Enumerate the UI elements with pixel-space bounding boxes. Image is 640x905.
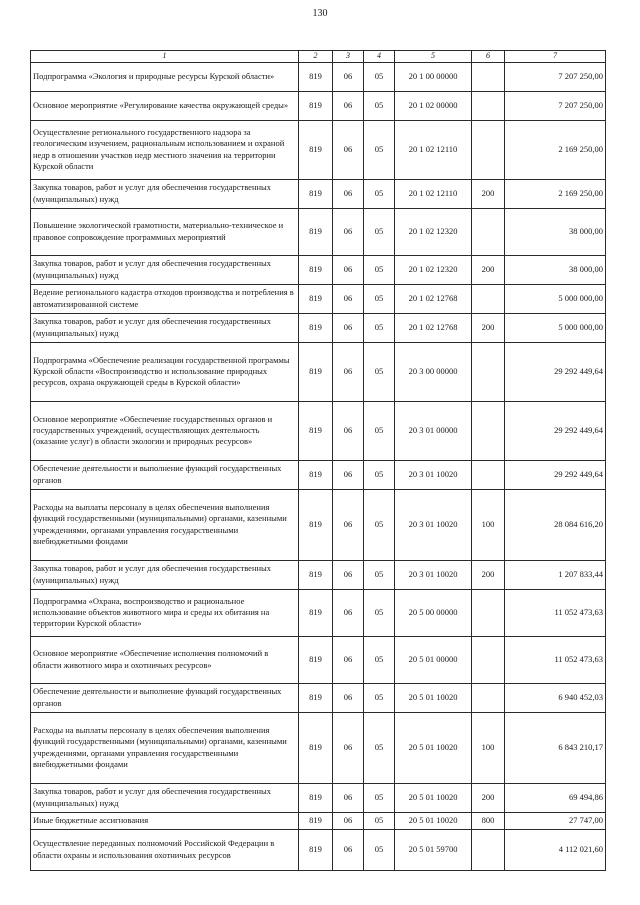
row-amount-cell: 6 940 452,03 [505,683,606,712]
row-target-code-cell: 20 1 02 12110 [395,120,472,179]
row-target-code-cell: 20 5 01 59700 [395,829,472,870]
row-code-4-cell: 05 [364,460,395,489]
row-expense-type-cell [472,636,505,683]
row-code-3-cell: 06 [333,284,364,313]
row-code-4-cell: 05 [364,120,395,179]
row-amount-cell: 11 052 473,63 [505,589,606,636]
row-code-3-cell: 06 [333,683,364,712]
row-code-4-cell: 05 [364,91,395,120]
row-target-code-cell: 20 1 02 12320 [395,208,472,255]
table-row [31,783,606,812]
row-amount-cell: 1 207 833,44 [505,560,606,589]
table-row [31,812,606,829]
header-col-2: 2 [299,51,333,63]
row-code-4-cell: 05 [364,62,395,91]
row-code-4-cell: 05 [364,783,395,812]
row-target-code-cell: 20 3 01 10020 [395,560,472,589]
row-code-4-cell: 05 [364,255,395,284]
row-code-2-cell: 819 [299,783,333,812]
row-code-2-cell: 819 [299,179,333,208]
row-code-2-cell: 819 [299,812,333,829]
row-code-2-cell: 819 [299,560,333,589]
row-code-2-cell: 819 [299,255,333,284]
row-expense-type-cell: 100 [472,712,505,783]
row-target-code-cell: 20 3 01 10020 [395,460,472,489]
table-row [31,342,606,401]
row-code-4-cell: 05 [364,342,395,401]
row-amount-cell: 38 000,00 [505,208,606,255]
row-code-3-cell: 06 [333,712,364,783]
table-row [31,313,606,342]
row-name-cell: Подпрограмма «Экология и природные ресурсы Курской области» [31,62,299,91]
row-code-4-cell: 05 [364,208,395,255]
row-code-4-cell: 05 [364,589,395,636]
row-amount-cell: 29 292 449,64 [505,460,606,489]
row-target-code-cell: 20 1 02 12320 [395,255,472,284]
row-name-cell: Осуществление переданных полномочий Российской Федерации в области охраны и использования охотничьих ресурсов [31,829,299,870]
table-row [31,179,606,208]
row-code-2-cell: 819 [299,712,333,783]
row-amount-cell: 11 052 473,63 [505,636,606,683]
row-amount-cell: 29 292 449,64 [505,342,606,401]
row-code-2-cell: 819 [299,120,333,179]
row-expense-type-cell [472,62,505,91]
row-code-4-cell: 05 [364,683,395,712]
table-row [31,255,606,284]
row-target-code-cell: 20 1 02 12768 [395,313,472,342]
row-expense-type-cell [472,120,505,179]
row-code-4-cell: 05 [364,712,395,783]
row-name-cell: Расходы на выплаты персоналу в целях обеспечения выполнения функций государственными (муниципальными) органами, казенными учреждениями, органами управления государственными внебюджетными фондами [31,489,299,560]
row-target-code-cell: 20 3 01 00000 [395,401,472,460]
row-name-cell: Повышение экологической грамотности, материально-техническое и правовое сопровождение программных мероприятий [31,208,299,255]
row-name-cell: Расходы на выплаты персоналу в целях обеспечения выполнения функций государственными (муниципальными) органами, казенными учреждениями, органами управления государственными внебюджетными фондами [31,712,299,783]
row-amount-cell: 27 747,00 [505,812,606,829]
row-expense-type-cell: 200 [472,179,505,208]
row-code-3-cell: 06 [333,560,364,589]
row-code-3-cell: 06 [333,783,364,812]
row-code-3-cell: 06 [333,489,364,560]
row-name-cell: Обеспечение деятельности и выполнение функций государственных органов [31,683,299,712]
header-col-1: 1 [31,51,299,63]
row-code-3-cell: 06 [333,589,364,636]
row-name-cell: Закупка товаров, работ и услуг для обеспечения государственных (муниципальных) нужд [31,313,299,342]
table-row [31,460,606,489]
row-code-2-cell: 819 [299,62,333,91]
table-row [31,589,606,636]
row-code-2-cell: 819 [299,636,333,683]
table-row [31,91,606,120]
row-amount-cell: 28 084 616,20 [505,489,606,560]
table-row [31,120,606,179]
row-code-2-cell: 819 [299,208,333,255]
row-code-4-cell: 05 [364,560,395,589]
row-amount-cell: 7 207 250,00 [505,91,606,120]
row-target-code-cell: 20 5 01 00000 [395,636,472,683]
row-amount-cell: 4 112 021,60 [505,829,606,870]
row-expense-type-cell [472,284,505,313]
table-row [31,829,606,870]
row-name-cell: Ведение регионального кадастра отходов производства и потребления в автоматизированной системе [31,284,299,313]
row-code-4-cell: 05 [364,489,395,560]
row-code-4-cell: 05 [364,313,395,342]
row-code-3-cell: 06 [333,460,364,489]
row-expense-type-cell [472,589,505,636]
row-name-cell: Основное мероприятие «Обеспечение государственных органов и государственных учреждений, осуществляющих деятельность (оказание услуг) в области экологии и природных ресурсов» [31,401,299,460]
header-col-3: 3 [333,51,364,63]
row-code-3-cell: 06 [333,62,364,91]
row-name-cell: Закупка товаров, работ и услуг для обеспечения государственных (муниципальных) нужд [31,179,299,208]
row-expense-type-cell: 200 [472,560,505,589]
row-amount-cell: 2 169 250,00 [505,179,606,208]
row-amount-cell: 5 000 000,00 [505,313,606,342]
row-code-3-cell: 06 [333,208,364,255]
row-code-3-cell: 06 [333,829,364,870]
row-amount-cell: 38 000,00 [505,255,606,284]
row-target-code-cell: 20 5 01 10020 [395,712,472,783]
row-expense-type-cell: 200 [472,783,505,812]
row-name-cell: Закупка товаров, работ и услуг для обеспечения государственных (муниципальных) нужд [31,560,299,589]
row-code-2-cell: 819 [299,91,333,120]
row-target-code-cell: 20 5 01 10020 [395,812,472,829]
row-name-cell: Подпрограмма «Охрана, воспроизводство и рациональное использование объектов животного мира и среды их обитания на территории Курской области» [31,589,299,636]
page-number: 130 [312,8,328,19]
header-col-5: 5 [395,51,472,63]
row-code-2-cell: 819 [299,342,333,401]
table-row [31,683,606,712]
row-target-code-cell: 20 3 00 00000 [395,342,472,401]
table-row [31,208,606,255]
row-code-3-cell: 06 [333,812,364,829]
row-code-4-cell: 05 [364,284,395,313]
table-row [31,560,606,589]
row-name-cell: Закупка товаров, работ и услуг для обеспечения государственных (муниципальных) нужд [31,783,299,812]
row-target-code-cell: 20 3 01 10020 [395,489,472,560]
row-expense-type-cell [472,91,505,120]
table-row [31,62,606,91]
row-name-cell: Подпрограмма «Обеспечение реализации государственной программы Курской области «Воспроизводство и использование природных ресурсов, охрана окружающей среды в Курской области» [31,342,299,401]
row-target-code-cell: 20 1 02 12110 [395,179,472,208]
row-target-code-cell: 20 1 00 00000 [395,62,472,91]
row-code-2-cell: 819 [299,460,333,489]
row-code-2-cell: 819 [299,589,333,636]
row-expense-type-cell [472,460,505,489]
row-name-cell: Осуществление регионального государственного надзора за геологическим изучением, рациональным использованием и охраной недр в отношении участков недр местного значения на территории Курской области [31,120,299,179]
row-expense-type-cell: 200 [472,313,505,342]
row-code-3-cell: 06 [333,342,364,401]
row-name-cell: Иные бюджетные ассигнования [31,812,299,829]
row-expense-type-cell: 200 [472,255,505,284]
budget-table [30,50,606,871]
row-code-4-cell: 05 [364,636,395,683]
row-code-4-cell: 05 [364,812,395,829]
row-expense-type-cell [472,683,505,712]
row-amount-cell: 7 207 250,00 [505,62,606,91]
row-code-2-cell: 819 [299,489,333,560]
row-expense-type-cell [472,208,505,255]
row-target-code-cell: 20 5 01 10020 [395,783,472,812]
row-name-cell: Основное мероприятие «Обеспечение исполнения полномочий в области животного мира и охотничьих ресурсов» [31,636,299,683]
table-row [31,489,606,560]
row-target-code-cell: 20 5 00 00000 [395,589,472,636]
row-name-cell: Обеспечение деятельности и выполнение функций государственных органов [31,460,299,489]
row-code-3-cell: 06 [333,91,364,120]
row-amount-cell: 29 292 449,64 [505,401,606,460]
row-code-4-cell: 05 [364,829,395,870]
row-amount-cell: 2 169 250,00 [505,120,606,179]
row-expense-type-cell [472,829,505,870]
row-code-3-cell: 06 [333,313,364,342]
row-expense-type-cell [472,342,505,401]
header-row [31,51,606,63]
header-col-7: 7 [505,51,606,63]
row-target-code-cell: 20 5 01 10020 [395,683,472,712]
row-code-3-cell: 06 [333,401,364,460]
row-amount-cell: 69 494,86 [505,783,606,812]
row-name-cell: Основное мероприятие «Регулирование качества окружающей среды» [31,91,299,120]
row-code-2-cell: 819 [299,313,333,342]
row-code-2-cell: 819 [299,284,333,313]
row-code-4-cell: 05 [364,179,395,208]
row-target-code-cell: 20 1 02 12768 [395,284,472,313]
row-code-2-cell: 819 [299,829,333,870]
row-target-code-cell: 20 1 02 00000 [395,91,472,120]
row-code-3-cell: 06 [333,636,364,683]
row-code-4-cell: 05 [364,401,395,460]
row-expense-type-cell [472,401,505,460]
table-row [31,401,606,460]
row-expense-type-cell: 800 [472,812,505,829]
row-code-2-cell: 819 [299,683,333,712]
row-code-3-cell: 06 [333,255,364,284]
row-amount-cell: 5 000 000,00 [505,284,606,313]
header-col-6: 6 [472,51,505,63]
row-amount-cell: 6 843 210,17 [505,712,606,783]
header-col-4: 4 [364,51,395,63]
table-row [31,636,606,683]
row-code-2-cell: 819 [299,401,333,460]
row-code-3-cell: 06 [333,120,364,179]
table-body [31,62,606,870]
table-row [31,712,606,783]
table-row [31,284,606,313]
row-name-cell: Закупка товаров, работ и услуг для обеспечения государственных (муниципальных) нужд [31,255,299,284]
row-expense-type-cell: 100 [472,489,505,560]
row-code-3-cell: 06 [333,179,364,208]
